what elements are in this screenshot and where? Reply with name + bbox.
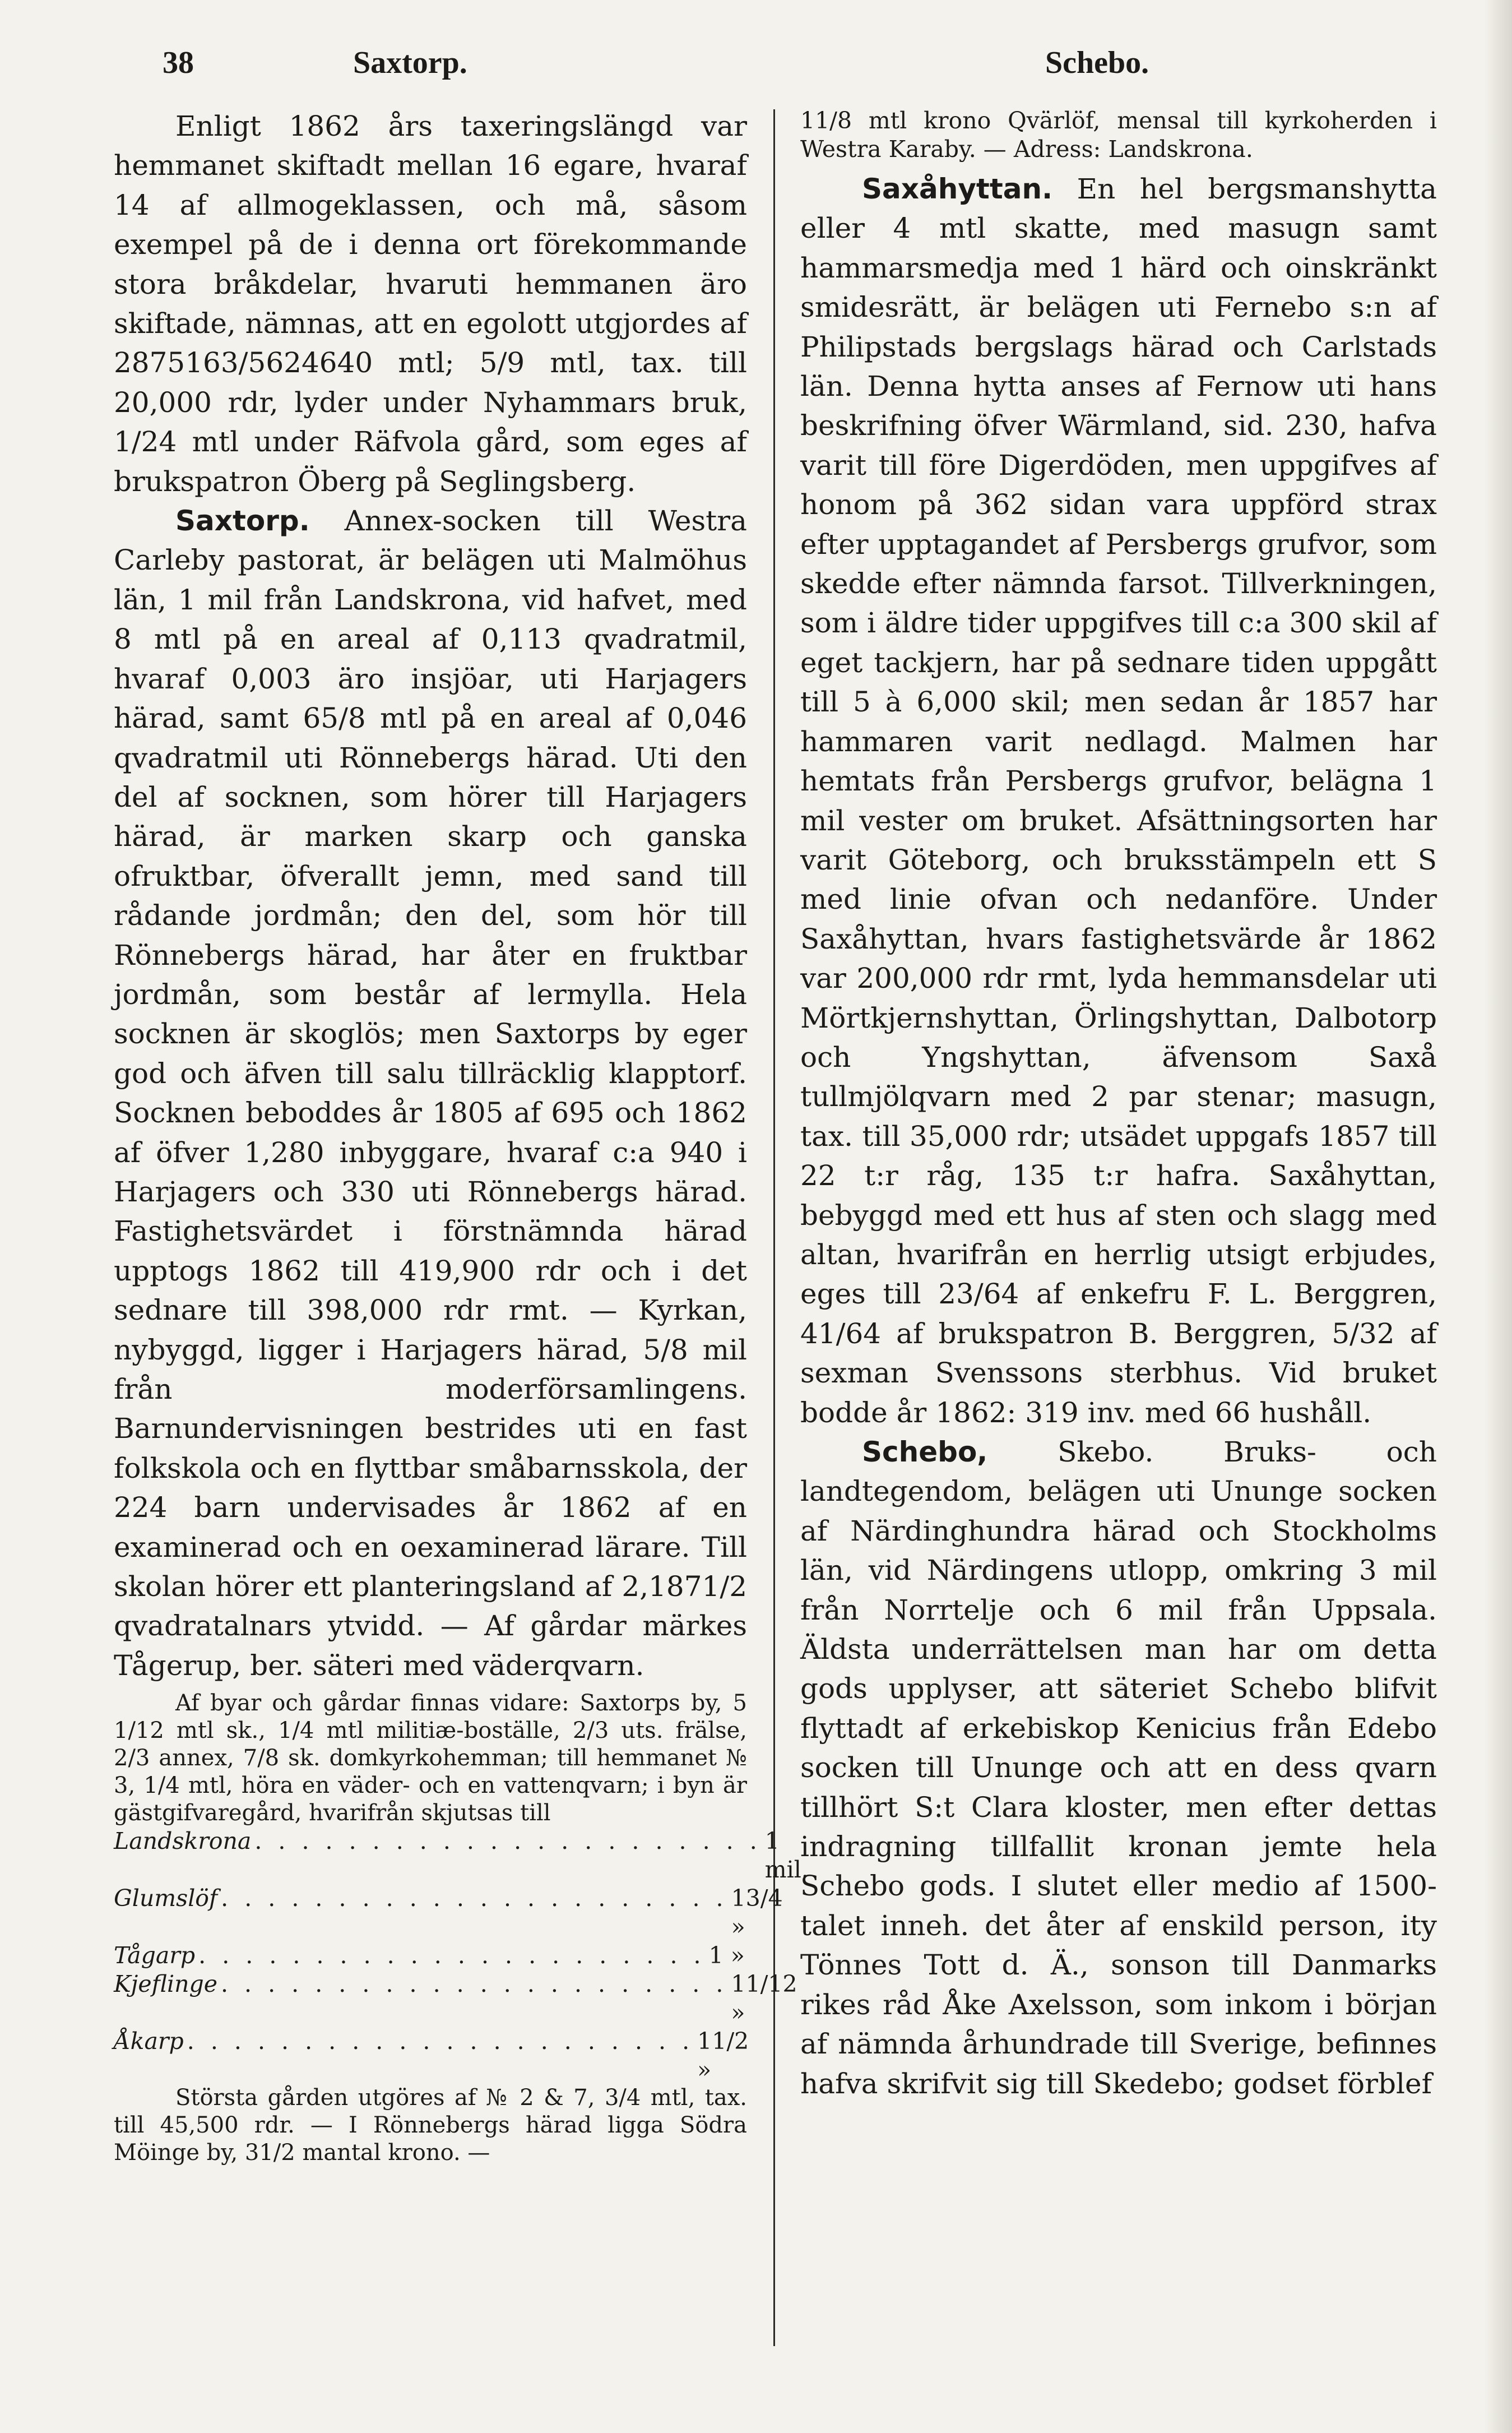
distance-value: 13/4 »: [731, 1885, 783, 1941]
qvarlof-paragraph: 11/8 mtl krono Qvärlöf, mensal till kyrkoherden i Westra Karaby. — Adress: Landskrona.: [800, 107, 1437, 163]
distance-value: 1 »: [708, 1942, 745, 1969]
distance-value: 11/2 »: [697, 2028, 749, 2084]
leader-dots: . . . . . . . . . . . . . . . . . . . . . .: [198, 1942, 706, 1969]
distance-row: [114, 1827, 809, 1884]
distance-value: 11/12 »: [731, 1971, 797, 2027]
distance-row: [114, 1884, 783, 1941]
page-header: [0, 34, 1512, 101]
distance-row: [114, 1970, 797, 2027]
left-running-title: Saxtorp.: [353, 45, 467, 80]
schebo-text: Skebo. Bruks- och landtegendom, belägen uti Ununge socken af Närdinghundra härad och Stockholms län, vid Närdingens utlopp, omkring 3 mil från Norrtelje och 6 mil från Uppsala. Äldsta underrättelsen man har om detta gods upplyser, att säteriet Schebo blifvit flyttadt af erkebiskop Kenicius från Edebo socken till Ununge och att en dess qvarn tillhört S:t Clara kloster, men efter dettas indragning tillfallit kronan jemte hela Schebo gods. I slutet eller medio af 1500-talet inneh. det åter af enskild person, ity Tönnes Tott d. Ä., sonson till Danmarks rikes råd Åke Axelsson, som inkom i början af nämnda århundrade till Sverige, befinnes hafva skrifvit sig till Skedebo; godset förblef: [800, 1436, 1437, 2100]
largest-farm-paragraph: Största gården utgöres af № 2 & 7, 3/4 mtl, tax. till 45,500 rdr. — I Rönnebergs härad ligga Södra Möinge by, 31/2 mantal krono. —: [114, 2085, 747, 2166]
schebo-heading: Schebo,: [862, 1436, 988, 1468]
saxahyttan-entry: [800, 169, 1437, 1432]
left-column: [114, 107, 809, 2167]
leader-dots: . . . . . . . . . . . . . . . . . . . . . .: [220, 1971, 728, 1998]
saxahyttan-text: En hel bergsmanshytta eller 4 mtl skatte, med masugn samt hammarsmedja med 1 härd och oinskränkt smidesrätt, är belägen uti Fernebo s:n af Philipstads bergslags härad och Carlstads län. Denna hytta anses af Fernow uti hans beskrifning öfver Wärmland, sid. 230, hafva varit till före Digerdöden, men uppgifves af honom på 362 sidan vara uppförd strax efter upptagandet af Persbergs grufvor, som skedde efter nämnda farsot. Tillverkningen, som i äldre tider uppgifves till c:a 300 skil af eget tackjern, har på sednare tiden uppgått till 5 à 6,000 skil; men sedan år 1857 har hammaren varit nedlagd. Malmen har hemtats från Persbergs grufvor, belägna 1 mil vester om bruket. Afsättningsorten har varit Göteborg, och bruksstämpeln ett S med linie ofvan och nedanföre. Under Saxåhyttan, hvars fastighetsvärde år 1862 var 200,000 rdr rmt, lyda hemmansdelar uti Mörtkjernshyttan, Örlingshyttan, Dalbotorp och Yngshyttan, äfvensom Saxå tullmjölqvarn med 2 par stenar; masugn, tax. till 35,000 rdr; utsädet uppgafs 1857 till 22 t:r råg, 135 t:r hafra. Saxåhyttan, bebyggd med ett hus af sten och slagg med altan, hvarifrån en herrlig utsigt erbjudes, eges till 23/64 af enkefru F. L. Berggren, 41/64 af brukspatron B. Berggren, 5/32 af sexman Svenssons sterbhus. Vid bruket bodde år 1862: 319 inv. med 66 hushåll.: [800, 173, 1437, 1429]
distance-place: Landskrona: [114, 1828, 252, 1855]
leader-dots: . . . . . . . . . . . . . . . . . . . . . .: [254, 1828, 762, 1855]
page-number: 38: [163, 45, 194, 80]
distance-table: [114, 1827, 809, 2084]
leader-dots: . . . . . . . . . . . . . . . . . . . . . .: [221, 1885, 728, 1912]
leader-dots: . . . . . . . . . . . . . . . . . . . . . .: [187, 2028, 694, 2055]
distance-place: Kjeflinge: [114, 1971, 217, 1998]
saxtorp-heading: Saxtorp.: [175, 505, 310, 538]
distance-row: [114, 1941, 747, 1970]
distance-value: 1 mil.: [764, 1828, 809, 1884]
right-running-title: Schebo.: [1045, 45, 1149, 80]
villages-paragraph: Af byar och gårdar finnas vidare: Saxtorps by, 5 1/12 mtl sk., 1/4 mtl militiæ-boställe, 2/3 uts. frälse, 2/3 annex, 7/8 sk. domkyrkohemman; till hemmanet № 3, 1/4 mtl, höra en väder- och en vattenqvarn; i byn är gästgifvaregård, hvarifrån skjutsas till: [114, 1690, 747, 1826]
hemmanet-paragraph: Enligt 1862 års taxeringslängd var hemmanet skiftadt mellan 16 egare, hvaraf 14 af allmogeklassen, och må, såsom exempel på de i denna ort förekommande stora bråkdelar, hvaruti hemmanen äro skiftade, nämnas, att en egolott utgjordes af 2875163/5624640 mtl; 5/9 mtl, tax. till 20,000 rdr, lyder under Nyhammars bruk, 1/24 mtl under Räfvola gård, som eges af brukspatron Öberg på Seglingsberg.: [114, 110, 747, 498]
saxtorp-text: Annex-socken till Westra Carleby pastorat, är belägen uti Malmöhus län, 1 mil från Landskrona, vid hafvet, med 8 mtl på en areal af 0,113 qvadratmil, hvaraf 0,003 äro insjöar, uti Harjagers härad, samt 65/8 mtl på en areal af 0,046 qvadratmil uti Rönnebergs härad. Uti den del af socknen, som hörer till Harjagers härad, är marken skarp och ganska ofruktbar, öfverallt jemn, med sand till rådande jordmån; den del, som hör till Rönnebergs härad, har åter en fruktbar jordmån, som består af lermylla. Hela socknen är skoglös; men Saxtorps by eger god och äfven till salu tillräcklig klapptorf. Socknen beboddes år 1805 af 695 och 1862 af öfver 1,280 inbyggare, hvaraf c:a 940 i Harjagers och 330 uti Rönnebergs härad. Fastighetsvärdet i förstnämnda härad upptogs 1862 till 419,900 rdr och i det sednare till 398,000 rdr rmt. — Kyrkan, nybyggd, ligger i Harjagers härad, 5/8 mil från moderförsamlingens. Barnundervisningen bestrides uti en fast folkskola och en flyttbar småbarnsskola, der 224 barn undervisades år 1862 af en examinerad och en oexaminerad lärare. Till skolan hörer ett planteringsland af 2,1871/2 qvadratalnars ytvidd. — Af gårdar märkes Tågerup, ber. säteri med väderqvarn.: [114, 505, 747, 1682]
distance-place: Glumslöf: [114, 1885, 218, 1912]
distance-place: Tågarp: [114, 1942, 196, 1969]
schebo-entry: [800, 1432, 1437, 2103]
distance-place: Åkarp: [114, 2028, 184, 2055]
distance-row: [114, 2027, 747, 2084]
right-column: [800, 107, 1437, 2103]
saxtorp-entry: [114, 501, 747, 1685]
page-edge-shadow: [1484, 0, 1512, 2433]
saxahyttan-heading: Saxåhyttan.: [862, 173, 1053, 205]
